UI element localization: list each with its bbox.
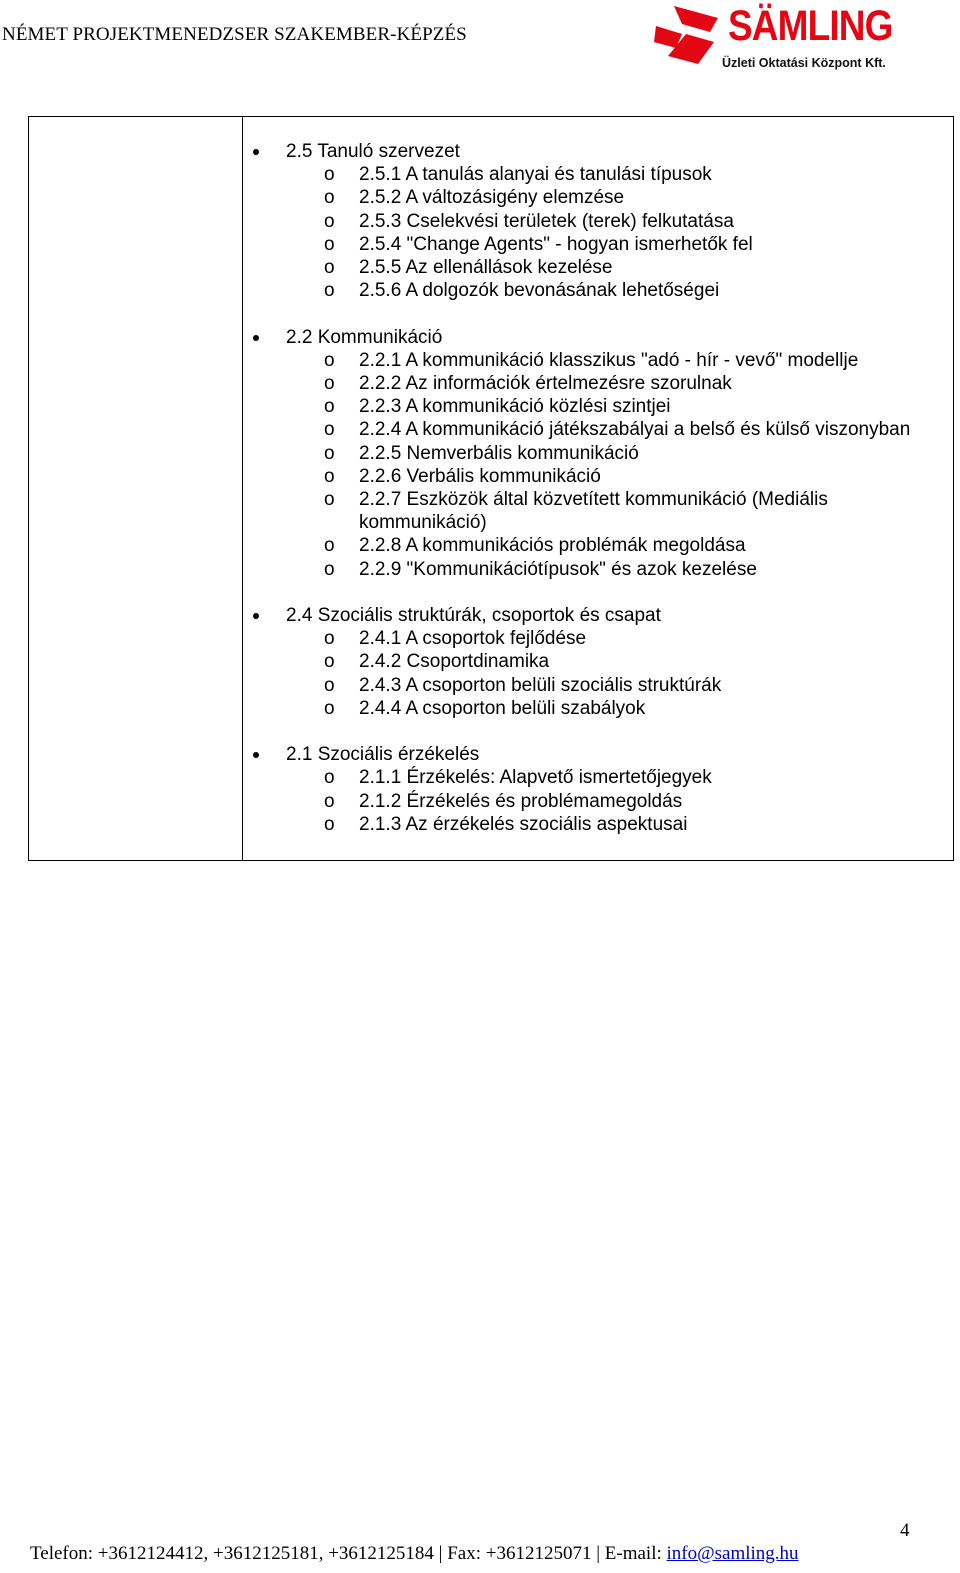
samling-logo (652, 2, 902, 76)
list-item (247, 163, 947, 186)
sub-bullet-icon: o (324, 373, 335, 395)
sub-bullet-icon: o (324, 558, 335, 580)
list-item-text: 2.5.5 Az ellenállások kezelése (359, 257, 613, 279)
sub-bullet-icon: o (324, 813, 335, 835)
bullet-icon (253, 149, 259, 155)
logo-subtitle: Üzleti Oktatási Központ Kft. (722, 56, 886, 70)
list-item (247, 488, 947, 534)
section-title (247, 604, 947, 627)
logo-wordmark: SÄMLING (728, 2, 893, 50)
sub-bullet-icon: o (324, 465, 335, 487)
list-item (247, 442, 947, 465)
list-item (247, 627, 947, 650)
section-title-text: 2.1 Szociális érzékelés (286, 744, 480, 766)
list-item-text: 2.5.1 A tanulás alanyai és tanulási típusok (359, 164, 712, 186)
list-item (247, 372, 947, 395)
list-item-text: 2.2.1 A kommunikáció klasszikus "adó - hír - vevő" modellje (359, 349, 859, 371)
sub-bullet-icon: o (324, 489, 335, 511)
list-item-text: 2.2.6 Verbális kommunikáció (359, 465, 601, 487)
sub-bullet-icon: o (324, 535, 335, 557)
sub-bullet-icon: o (324, 790, 335, 812)
course-outline (247, 140, 947, 859)
sub-bullet-icon: o (324, 396, 335, 418)
sub-bullet-icon: o (324, 280, 335, 302)
list-item (247, 674, 947, 697)
outline-section (247, 604, 947, 720)
list-item (247, 790, 947, 813)
list-item (247, 465, 947, 488)
list-item (247, 256, 947, 279)
list-item (247, 650, 947, 673)
logo-swoosh-icon (652, 4, 724, 66)
outline-section (247, 140, 947, 302)
list-item-text: 2.5.2 A változásigény elemzése (359, 187, 625, 209)
sub-bullet-icon: o (324, 349, 335, 371)
sub-bullet-icon: o (324, 164, 335, 186)
bullet-icon (253, 335, 259, 341)
list-item-text: 2.2.3 A kommunikáció közlési szintjei (359, 396, 671, 418)
list-item-text: 2.2.2 Az információk értelmezésre szorulnak (359, 373, 732, 395)
section-title (247, 743, 947, 766)
list-item-text: 2.2.7 Eszközök által közvetített kommunikáció (Mediális kommunikáció) (359, 489, 828, 534)
sub-bullet-icon: o (324, 257, 335, 279)
sub-bullet-icon: o (324, 419, 335, 441)
outline-section (247, 743, 947, 836)
list-item (247, 233, 947, 256)
bullet-icon (253, 613, 259, 619)
list-item-text: 2.1.1 Érzékelés: Alapvető ismertetőjegyek (359, 767, 712, 789)
sub-bullet-icon: o (324, 767, 335, 789)
list-item-text: 2.1.3 Az érzékelés szociális aspektusai (359, 813, 688, 835)
section-title-text: 2.4 Szociális struktúrák, csoportok és csapat (286, 605, 661, 627)
list-item-text: 2.2.4 A kommunikáció játékszabályai a belső és külső viszonyban (359, 419, 911, 441)
section-title-text: 2.5 Tanuló szervezet (286, 141, 460, 162)
sub-bullet-icon: o (324, 674, 335, 696)
table-column-divider (242, 117, 243, 860)
list-item-text: 2.5.3 Cselekvési területek (terek) felkutatása (359, 210, 734, 232)
page-footer (30, 1543, 799, 1565)
list-item-text: 2.4.2 Csoportdinamika (359, 651, 550, 673)
list-item (247, 186, 947, 209)
sub-bullet-icon: o (324, 651, 335, 673)
bullet-icon (253, 752, 259, 758)
list-item (247, 813, 947, 836)
sub-bullet-icon: o (324, 628, 335, 650)
section-title (247, 326, 947, 349)
list-item-text: 2.2.8 A kommunikációs problémák megoldása (359, 535, 746, 557)
section-title-text: 2.2 Kommunikáció (286, 326, 443, 348)
section-title (247, 140, 947, 163)
list-item-text: 2.2.5 Nemverbális kommunikáció (359, 442, 639, 464)
list-item-text: 2.4.3 A csoporton belüli szociális struktúrák (359, 674, 722, 696)
header-title: NÉMET PROJEKTMENEDZSER SZAKEMBER-KÉPZÉS (2, 24, 467, 45)
list-item (247, 349, 947, 372)
list-item-text: 2.4.4 A csoporton belüli szabályok (359, 697, 646, 719)
sub-bullet-icon: o (324, 187, 335, 209)
sub-bullet-icon: o (324, 233, 335, 255)
list-item (247, 395, 947, 418)
sub-bullet-icon: o (324, 697, 335, 719)
footer-contact: Telefon: +3612124412, +3612125181, +3612125184 | Fax: +3612125071 | E-mail: (30, 1543, 667, 1564)
sub-bullet-icon: o (324, 442, 335, 464)
list-item-text: 2.2.9 "Kommunikációtípusok" és azok kezelése (359, 558, 757, 580)
list-item (247, 697, 947, 720)
list-item-text: 2.1.2 Érzékelés és problémamegoldás (359, 790, 683, 812)
list-item (247, 210, 947, 233)
list-item-text: 2.5.6 A dolgozók bevonásának lehetőségei (359, 280, 720, 302)
list-item (247, 418, 947, 441)
outline-section (247, 326, 947, 581)
list-item (247, 558, 947, 581)
list-item-text: 2.5.4 "Change Agents" - hogyan ismerhetők fel (359, 233, 753, 255)
list-item (247, 766, 947, 789)
footer-email-link[interactable]: info@samling.hu (666, 1543, 799, 1564)
content-table (28, 116, 954, 861)
list-item (247, 279, 947, 302)
page-number: 4 (900, 1520, 910, 1541)
sub-bullet-icon: o (324, 210, 335, 232)
list-item-text: 2.4.1 A csoportok fejlődése (359, 628, 587, 650)
list-item (247, 534, 947, 557)
